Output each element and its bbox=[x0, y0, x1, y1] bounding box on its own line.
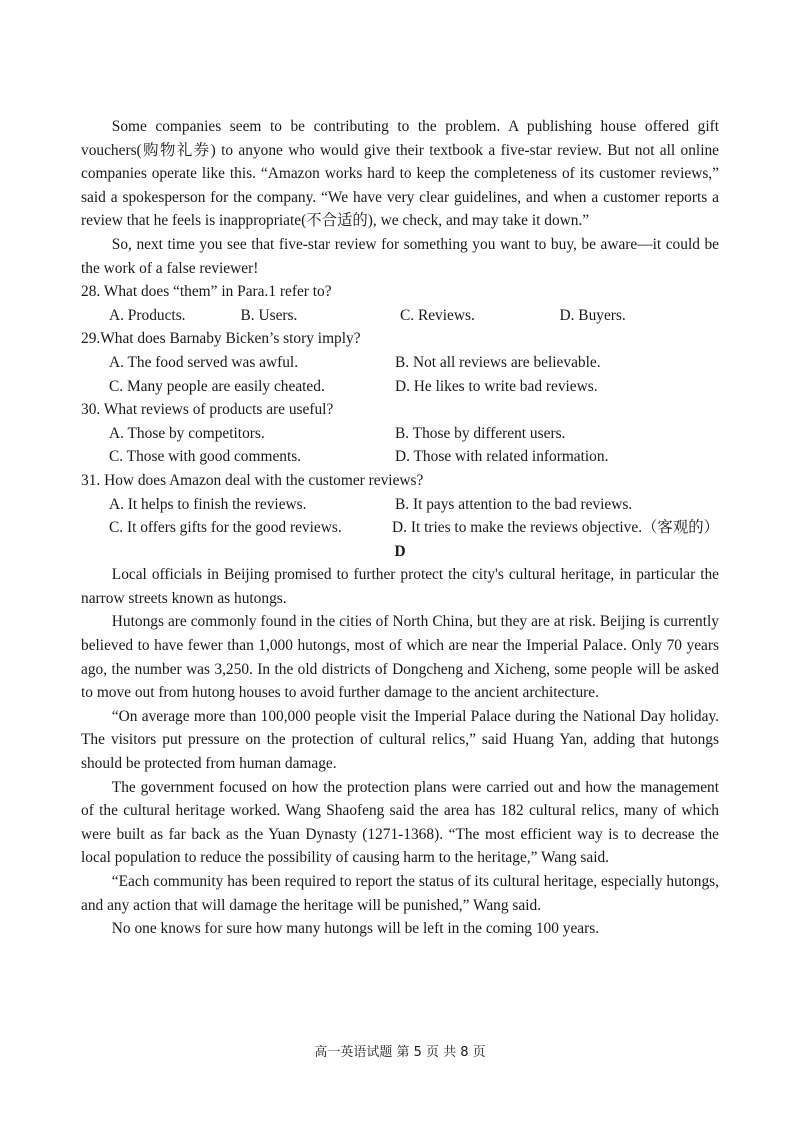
option-row bbox=[81, 516, 719, 540]
option-c: C. Many people are easily cheated. bbox=[109, 377, 325, 395]
option-row bbox=[81, 422, 719, 446]
option-d: D. He likes to write bad reviews. bbox=[395, 377, 598, 395]
question-stem: 30. What reviews of products are useful? bbox=[81, 401, 334, 419]
option-row bbox=[81, 493, 719, 517]
section-heading: D bbox=[394, 542, 406, 560]
question-28 bbox=[81, 280, 719, 327]
option-a: A. Those by competitors. bbox=[109, 424, 265, 442]
option-c: C. Reviews. bbox=[400, 306, 475, 324]
page-content bbox=[81, 115, 719, 941]
option-d: D. Those with related information. bbox=[395, 448, 609, 466]
option-row bbox=[81, 375, 719, 399]
option-a: A. It helps to finish the reviews. bbox=[109, 495, 307, 513]
question-29 bbox=[81, 327, 719, 398]
passage-paragraph: So, next time you see that five-star review for something you want to buy, be aware—it could be the work of a false reviewer! bbox=[81, 235, 719, 277]
passage-paragraph: The government focused on how the protection plans were carried out and how the management of the cultural heritage worked. Wang Shaofeng said the area has 182 cultural relics, many of which were built as far back as the Yuan Dynasty (1271-1368). “The most efficient way is to decrease the local population to reduce the possibility of causing harm to the heritage,” Wang said. bbox=[81, 778, 719, 867]
passage-paragraph: “On average more than 100,000 people visit the Imperial Palace during the National Day holiday. The visitors put pressure on the protection of cultural relics,” said Huang Yan, adding that hutongs should be protected from human damage. bbox=[81, 707, 719, 773]
option-row bbox=[81, 304, 719, 328]
passage-paragraph: “Each community has been required to report the status of its cultural heritage, especially hutongs, and any action that will damage the heritage will be punished,” Wang said. bbox=[81, 873, 719, 914]
option-b: B. Users. bbox=[240, 306, 298, 324]
question-stem: 28. What does “them” in Para.1 refer to? bbox=[81, 283, 332, 301]
question-stem: 31. How does Amazon deal with the customer reviews? bbox=[81, 471, 424, 489]
question-stem: 29.What does Barnaby Bicken’s story imply? bbox=[81, 330, 361, 348]
option-c: C. Those with good comments. bbox=[109, 448, 302, 466]
option-b: B. Those by different users. bbox=[395, 424, 566, 442]
passage-paragraph: Some companies seem to be contributing to the problem. A publishing house offered gift vouchers(购物礼券) to anyone who would give their textbook a five-star review. But not all online companies operate like this. “Amazon works hard to keep the completeness of its customer reviews,” said a spokesperson for the company. “We have very clear guidelines, and when a customer reports a review that he feels is inappropriate(不合适的), we check, and may take it down.” bbox=[81, 118, 719, 230]
passage-paragraph: No one knows for sure how many hutongs will be left in the coming 100 years. bbox=[111, 920, 600, 938]
option-row bbox=[81, 351, 719, 375]
option-row bbox=[81, 445, 719, 469]
option-b: B. Not all reviews are believable. bbox=[395, 353, 601, 371]
option-a: A. The food served was awful. bbox=[109, 353, 299, 371]
option-c: C. It offers gifts for the good reviews. bbox=[109, 519, 342, 537]
option-d: D. Buyers. bbox=[559, 306, 626, 324]
question-30 bbox=[81, 398, 719, 469]
page-footer: 高一英语试题 第 5 页 共 8 页 bbox=[314, 1045, 486, 1060]
option-b: B. It pays attention to the bad reviews. bbox=[395, 495, 633, 513]
option-a: A. Products. bbox=[109, 306, 186, 324]
passage-paragraph: Hutongs are commonly found in the cities of North China, but they are at risk. Beijing is currently believed to have fewer than 1,000 hutongs, most of which are near the Imperial Palace. Only 70 years ago, the number was 3,250. In the old districts of Dongcheng and Xicheng, some people will be asked to move out from hutong houses to avoid further damage to the ancient architecture. bbox=[81, 613, 719, 702]
passage-paragraph: Local officials in Beijing promised to further protect the city's cultural heritage, in particular the narrow streets known as hutongs. bbox=[81, 566, 719, 607]
option-d: D. It tries to make the reviews objective.（客观的） bbox=[392, 519, 719, 537]
question-31 bbox=[81, 469, 719, 540]
